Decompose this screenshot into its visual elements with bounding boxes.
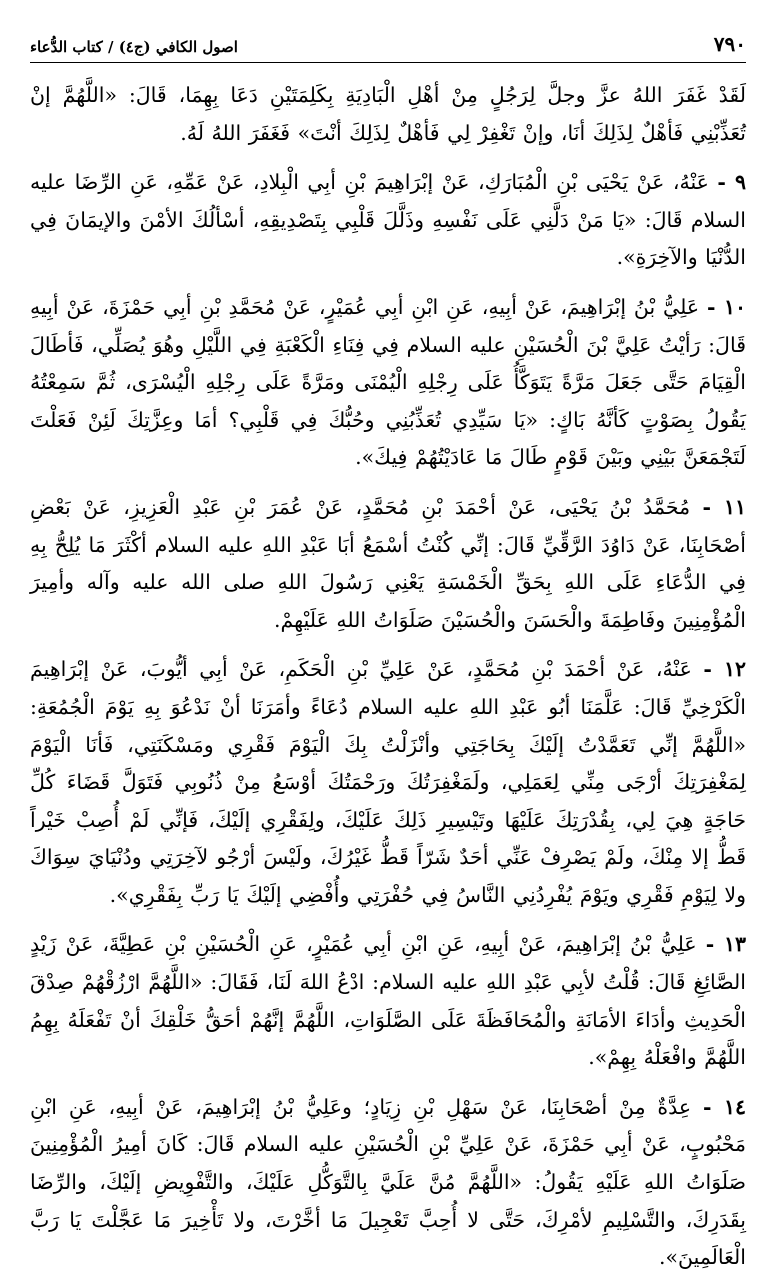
paragraph-text: عَنْهُ، عَنْ يَحْيَى بْنِ الْمُبَارَكِ، عَنْ إبْرَاهِيمَ بْنِ أبِي الْبِلادِ، عَنْ عَمِّهِ، عَنِ الرِّضَا عليه السلام قَالَ: «يَا مَنْ دَلَّنِي عَلَى نَفْسِهِ وذَلَّلَ قَلْبِي بِتَصْدِيقِهِ، أسْألُكَ الأمْنَ والإيمَانَ فِي الدُّنْيَا والآخِرَةِ». xyxy=(30,170,746,270)
hadith-number: ٩ - xyxy=(717,170,746,195)
paragraph-text: مُحَمَّدُ بْنُ يَحْيَى، عَنْ أحْمَدَ بْنِ مُحَمَّدٍ، عَنْ عُمَرَ بْنِ عَبْدِ الْعَزِيزِ، عَنْ بَعْضِ أصْحَابِنَا، عَنْ دَاوُدَ الرَّقِّيِّ قَالَ: إنِّي كُنْتُ أسْمَعُ أبَا عَبْدِ اللهِ عليه السلام أكْثَرَ مَا يُلِحُّ بِهِ فِي الدُّعَاءِ عَلَى اللهِ بِحَقِّ الْخَمْسَةِ يَعْنِي رَسُولَ اللهِ صلى الله عليه وآله وأمِيرَ الْمُؤْمِنِينَ وفَاطِمَةَ والْحَسَنَ والْحُسَيْنَ صَلَوَاتُ اللهِ عَلَيْهِمْ. xyxy=(30,494,746,632)
hadith-10 xyxy=(30,289,746,477)
hadith-number: ١٤ - xyxy=(702,1094,746,1119)
hadith-13 xyxy=(30,926,746,1076)
hadith-9 xyxy=(30,164,746,277)
hadith-14 xyxy=(30,1089,746,1277)
paragraph-text: عَلِيُّ بْنُ إبْرَاهِيمَ، عَنْ أبِيهِ، عَنِ ابْنِ أبِي عُمَيْرٍ، عَنِ الْحُسَيْنِ بْنِ عَطِيَّةَ، عَنْ زَيْدٍ الصَّائِغِ قَالَ: قُلْتُ لأبِي عَبْدِ اللهِ عليه السلام: ادْعُ اللهَ لَنَا، فَقَالَ: «اللَّهُمَّ ارْزُقْهُمْ صِدْقَ الْحَدِيثِ وأدَاءَ الأمَانَةِ والْمُحَافَظَةَ عَلَى الصَّلَوَاتِ، اللَّهُمَّ إنَّهُمْ أحَقُّ خَلْقِكَ أنْ تَفْعَلَهُ بِهِمُ اللَّهُمَّ وافْعَلْهُ بِهِمْ». xyxy=(30,932,746,1070)
running-title: اصول الكافي (ج٤) / كتاب الدُّعاء xyxy=(30,38,238,56)
paragraph-8-continued xyxy=(30,77,746,152)
hadith-12 xyxy=(30,651,746,914)
paragraph-text: عِدَّةٌ مِنْ أصْحَابِنَا، عَنْ سَهْلِ بْنِ زِيَادٍ؛ وعَلِيُّ بْنُ إبْرَاهِيمَ، عَنْ أبِيهِ، عَنِ ابْنِ مَحْبُوبٍ، عَنْ أبِي حَمْزَةَ، عَنْ عَلِيِّ بْنِ الْحُسَيْنِ عليه السلام قَالَ: كَانَ أمِيرُ الْمُؤْمِنِينَ صَلَوَاتُ اللهِ عَلَيْهِ يَقُولُ: «اللَّهُمَّ مُنَّ عَلَيَّ بِالتَّوَكُّلِ عَلَيْكَ، والتَّفْوِيضِ إلَيْكَ، والرِّضَا بِقَدَرِكَ، والتَّسْلِيمِ لأمْرِكَ، حَتَّى لا أُحِبَّ تَعْجِيلَ مَا أخَّرْتَ، ولا تَأْخِيرَ مَا عَجَّلْتَ يَا رَبَّ الْعَالَمِينَ». xyxy=(30,1094,746,1270)
paragraph-text: لَقَدْ غَفَرَ اللهُ عزَّ وجلَّ لِرَجُلٍ مِنْ أهْلِ الْبَادِيَةِ بِكَلِمَتَيْنِ دَعَا بِهِمَا، قَالَ: «اللَّهُمَّ إنْ تُعَذِّبْنِي فَأهْلٌ لِذَلِكَ أنَا، وإنْ تَغْفِرْ لِي فَأهْلٌ لِذَلِكَ أنْتَ» فَغَفَرَ اللهُ لَهُ. xyxy=(30,83,746,145)
hadith-number: ١١ - xyxy=(702,494,746,519)
hadith-number: ١٢ - xyxy=(703,657,746,682)
hadith-11 xyxy=(30,489,746,639)
body-text xyxy=(30,77,746,1277)
paragraph-text: عَنْهُ، عَنْ أحْمَدَ بْنِ مُحَمَّدٍ، عَنْ عَلِيِّ بْنِ الْحَكَمِ، عَنْ أبِي أيُّوبَ، عَنْ إبْرَاهِيمَ الْكَرْخِيِّ قَالَ: عَلَّمَنَا أبُو عَبْدِ اللهِ عليه السلام دُعَاءً وأمَرَنَا أنْ نَدْعُوَ بِهِ يَوْمَ الْجُمُعَةِ: «اللَّهُمَّ إنِّي تَعَمَّدْتُ إلَيْكَ بِحَاجَتِي وأنْزَلْتُ بِكَ الْيَوْمَ فَقْرِي ومَسْكَنَتِي، فَأنَا الْيَوْمَ لِمَغْفِرَتِكَ أرْجَى مِنِّي لِعَمَلِي، ولَمَغْفِرَتُكَ ورَحْمَتُكَ أوْسَعُ مِنْ ذُنُوبِي فَتَوَلَّ قَضَاءَ كُلِّ حَاجَةٍ هِيَ لِي، بِقُدْرَتِكَ عَلَيْهَا وتَيْسِيرِ ذَلِكَ عَلَيْكَ، ولِفَقْرِي إلَيْكَ، فَإنِّي لَمْ أُصِبْ خَيْراً قَطُّ إلا مِنْكَ، ولَمْ يَصْرِفْ عَنِّي أحَدٌ شَرّاً قَطُّ غَيْرُكَ، ولَيْسَ أرْجُو لآخِرَتِي ودُنْيَايَ سِوَاكَ ولا لِيَوْمِ فَقْرِي ويَوْمَ يُفْرِدُنِي النَّاسُ فِي حُفْرَتِي وأُفْضِي إلَيْكَ يَا رَبِّ بِفَقْرِي». xyxy=(30,657,746,907)
hadith-number: ١٣ - xyxy=(705,932,746,957)
hadith-number: ١٠ - xyxy=(707,294,746,319)
page-header xyxy=(30,28,746,63)
paragraph-text: عَلِيُّ بْنُ إبْرَاهِيمَ، عَنْ أبِيهِ، عَنِ ابْنِ أبِي عُمَيْرٍ، عَنْ مُحَمَّدِ بْنِ أبِي حَمْزَةَ، عَنْ أبِيهِ قَالَ: رَأيْتُ عَلِيَّ بْنَ الْحُسَيْنِ عليه السلام فِي فِنَاءِ الْكَعْبَةِ فِي اللَّيْلِ وهُوَ يُصَلِّي، فَأطَالَ الْقِيَامَ حَتَّى جَعَلَ مَرَّةً يَتَوَكَّأُ عَلَى رِجْلِهِ الْيُمْنَى ومَرَّةً عَلَى رِجْلِهِ الْيُسْرَى، ثُمَّ سَمِعْتُهُ يَقُولُ بِصَوْتٍ كَأنَّهُ بَاكٍ: «يَا سَيِّدِي تُعَذِّبُنِي وحُبُّكَ فِي قَلْبِي؟ أمَا وعِزَّتِكَ لَئِنْ فَعَلْتَ لَتَجْمَعَنَّ بَيْنِي وبَيْنَ قَوْمٍ طَالَ مَا عَادَيْتُهُمْ فِيكَ». xyxy=(30,294,746,470)
page-number: ٧٩٠ xyxy=(713,32,746,56)
